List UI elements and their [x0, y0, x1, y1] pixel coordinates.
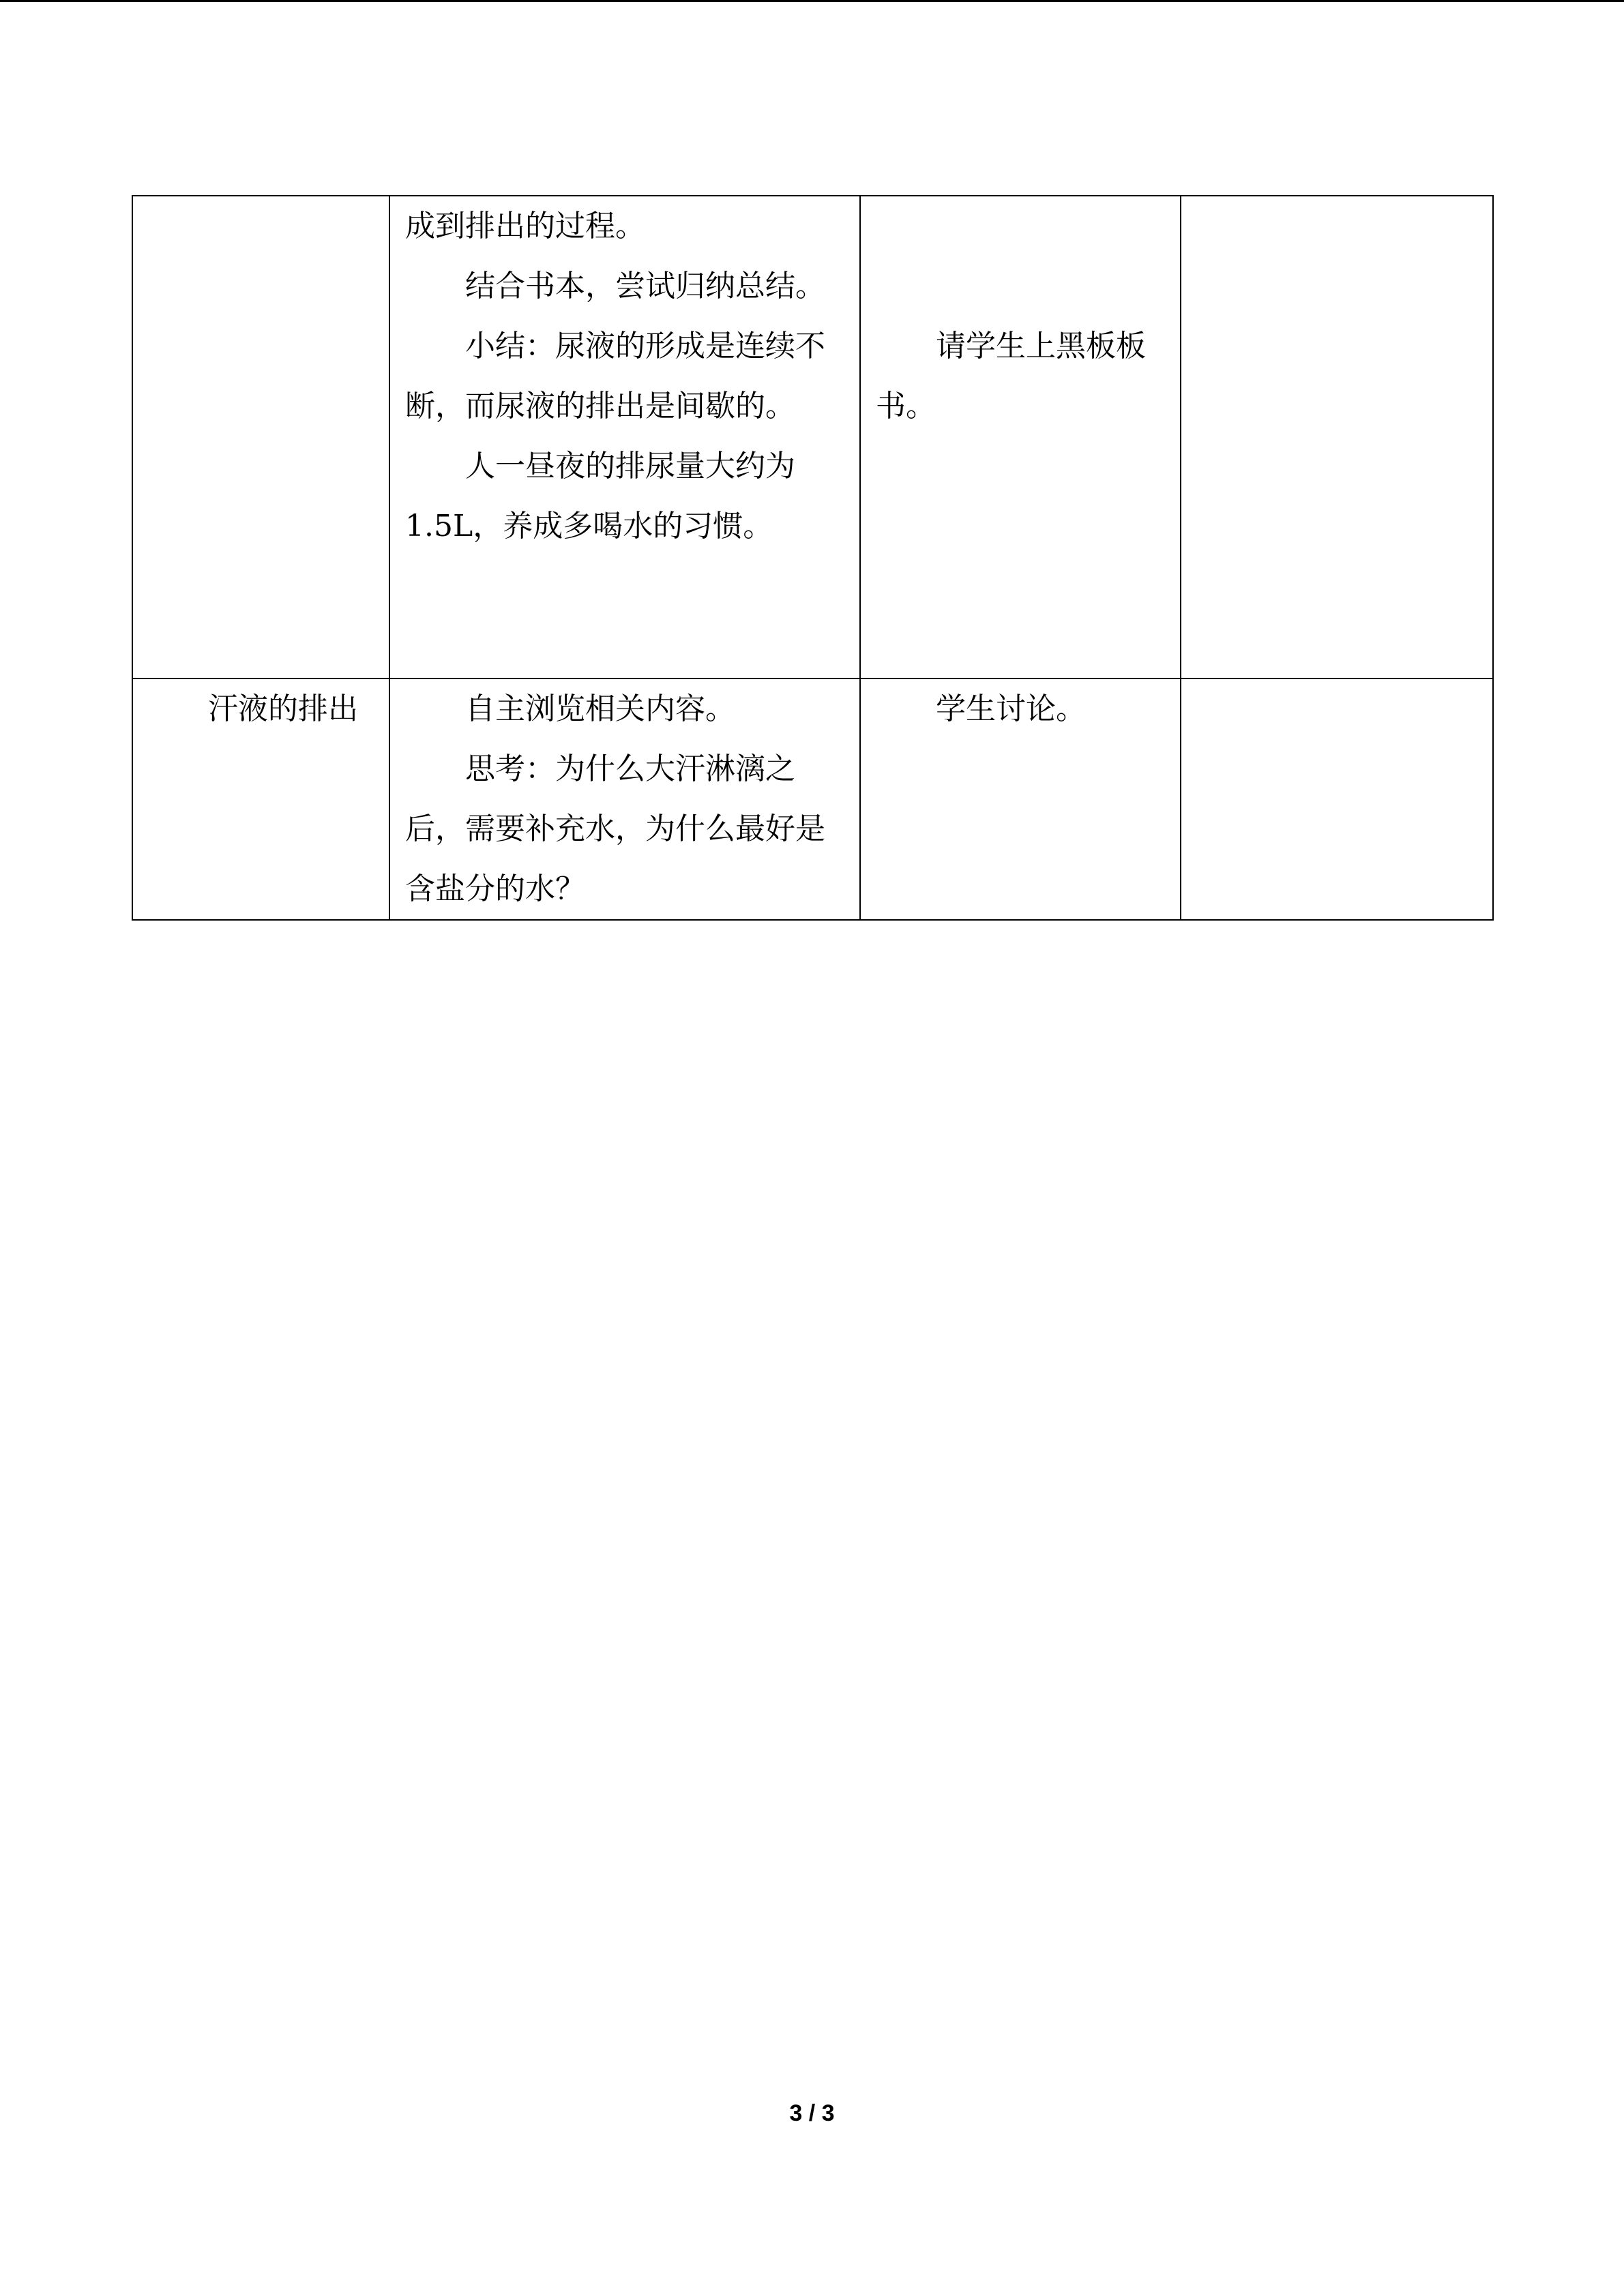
- lesson-plan-table: [132, 195, 1494, 921]
- content-paragraph: 结合书本，尝试归纳总结。: [465, 269, 825, 303]
- content-paragraph: 自主浏览相关内容。: [465, 691, 735, 726]
- topic-cell: [132, 679, 389, 920]
- content-cell: [389, 679, 860, 920]
- teacher-activity-text: 请学生上黑板板书。: [876, 329, 1146, 423]
- content-paragraph: 小结：尿液的形成是连续不断，而尿液的排出是间歇的。: [405, 329, 825, 423]
- page-top-border: [0, 0, 1624, 2]
- teacher-activity-text: 学生讨论。: [936, 691, 1086, 726]
- content-paragraph: 思考：为什么大汗淋漓之后，需要补充水，为什么最好是含盐分的水？: [405, 751, 825, 906]
- topic-text: 汗液的排出: [208, 691, 358, 726]
- content-paragraph: 成到排出的过程。: [405, 209, 645, 243]
- table-row: [132, 679, 1493, 920]
- teacher-activity-cell: [860, 679, 1181, 920]
- page-number: 3 / 3: [789, 2100, 835, 2126]
- content-cell: [389, 196, 860, 679]
- topic-cell: [132, 196, 389, 679]
- notes-cell: [1181, 196, 1493, 679]
- notes-cell: [1181, 679, 1493, 920]
- teacher-activity-cell: [860, 196, 1181, 679]
- table-row: [132, 196, 1493, 679]
- content-paragraph: 人一昼夜的排尿量大约为1.5L，养成多喝水的习惯。: [405, 449, 795, 543]
